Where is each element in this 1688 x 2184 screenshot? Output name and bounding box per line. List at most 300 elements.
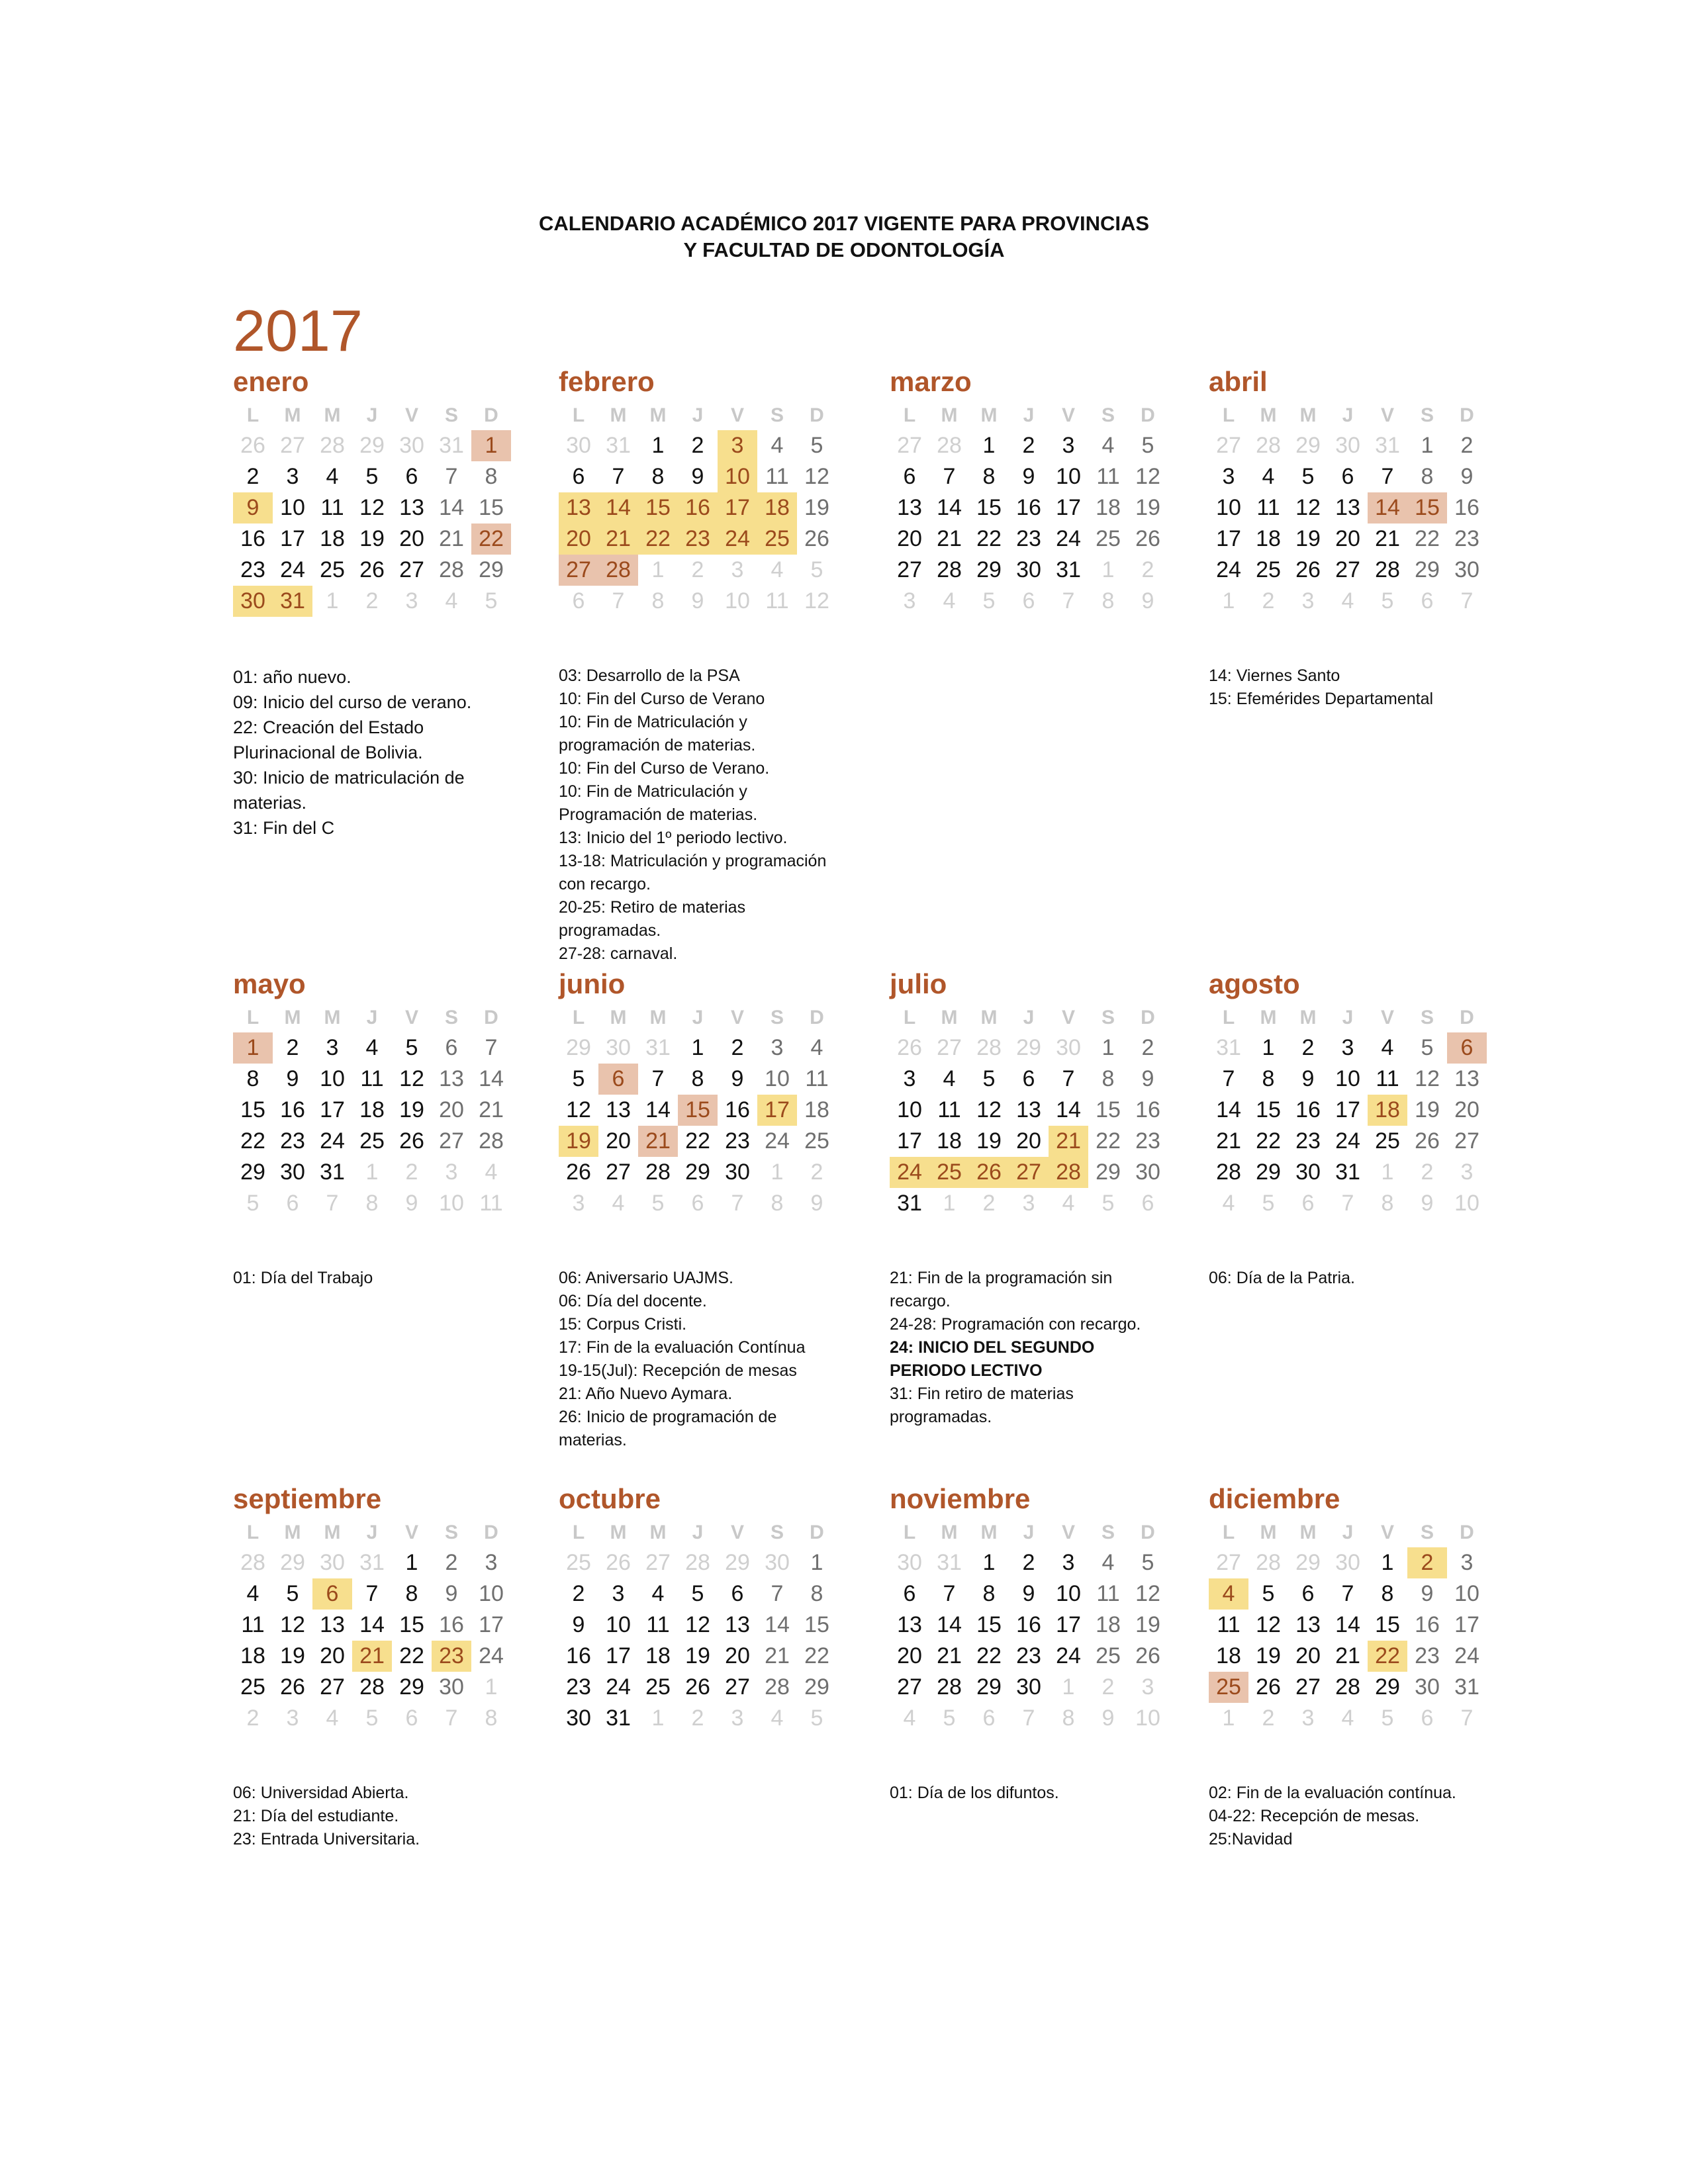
day-cell: 2	[731, 1035, 744, 1060]
day-cell: 28	[1335, 1674, 1360, 1700]
day-cell: 19	[976, 1128, 1002, 1154]
day-cell: 28	[439, 557, 464, 582]
note-line: 25:Navidad	[1209, 1830, 1293, 1848]
day-cell: 6	[731, 1581, 744, 1606]
day-cell: 10	[897, 1097, 922, 1122]
day-cell: 9	[1022, 1581, 1035, 1606]
day-cell: 8	[691, 1066, 704, 1091]
day-cell-next-month: 11	[765, 588, 789, 614]
month-grid	[559, 401, 863, 617]
day-cell: 14	[1056, 1097, 1081, 1122]
day-cell-prev-month: 31	[645, 1035, 671, 1060]
day-cell: 23	[1415, 1643, 1440, 1668]
day-cell: 12	[1256, 1612, 1281, 1637]
day-cell-next-month: 3	[903, 588, 916, 614]
weekday-header: D	[810, 1007, 824, 1028]
title-line-1: CALENDARIO ACADÉMICO 2017 VIGENTE PARA PROVINCIAS	[538, 212, 1150, 235]
weekday-header: J	[692, 1522, 704, 1543]
weekday-header: V	[730, 1007, 744, 1028]
day-cell: 4	[943, 1066, 956, 1091]
month-name: marzo	[890, 366, 972, 397]
day-cell: 11	[1376, 1066, 1399, 1091]
day-cell: 11	[1217, 1612, 1241, 1637]
day-cell-highlighted: 17	[757, 1095, 797, 1126]
day-cell-next-month: 10	[439, 1191, 464, 1216]
day-cell: 9	[445, 1581, 458, 1606]
day-cell: 17	[1056, 495, 1081, 520]
day-cell-next-month: 2	[405, 1160, 418, 1185]
month-notes	[559, 1267, 863, 1452]
day-cell: 16	[240, 526, 265, 551]
day-cell: 7	[445, 464, 458, 489]
day-cell: 1	[1381, 1550, 1394, 1575]
day-cell: 19	[1415, 1097, 1440, 1122]
day-cell: 15	[399, 1612, 424, 1637]
day-cell-prev-month: 28	[685, 1550, 710, 1575]
day-cell-highlighted: 25	[1209, 1672, 1248, 1703]
day-cell-next-month: 8	[1381, 1191, 1394, 1216]
day-cell: 10	[320, 1066, 345, 1091]
day-cell-next-month: 4	[485, 1160, 498, 1185]
month-name: febrero	[559, 366, 655, 397]
day-cell: 7	[365, 1581, 379, 1606]
day-cell: 4	[1262, 464, 1275, 489]
day-cell: 12	[1415, 1066, 1440, 1091]
day-cell: 8	[1262, 1066, 1275, 1091]
day-cell: 30	[1454, 557, 1479, 582]
weekday-header: S	[770, 1522, 784, 1543]
day-cell-next-month: 5	[651, 1191, 665, 1216]
note-line: 10: Fin del Curso de Verano.	[559, 759, 770, 778]
day-cell-next-month: 1	[1102, 557, 1115, 582]
weekday-header: L	[246, 1522, 259, 1543]
day-cell: 2	[572, 1581, 585, 1606]
weekday-header: S	[1101, 404, 1115, 426]
day-cell: 21	[439, 526, 464, 551]
day-cell: 19	[1256, 1643, 1281, 1668]
day-cell: 21	[937, 1643, 962, 1668]
weekday-header: D	[810, 404, 824, 426]
day-cell: 7	[1341, 1581, 1354, 1606]
day-cell: 11	[320, 495, 344, 520]
day-cell-highlighted: 6	[1447, 1032, 1487, 1064]
day-cell-next-month: 8	[1062, 1706, 1075, 1731]
day-cell-next-month: 3	[1022, 1191, 1035, 1216]
day-cell-highlighted: 31	[273, 586, 312, 617]
day-cell: 28	[937, 557, 962, 582]
day-cell: 31	[897, 1191, 922, 1216]
note-line: 01: año nuevo.	[233, 667, 352, 687]
day-cell-next-month: 2	[1421, 1160, 1434, 1185]
month-marzo	[890, 363, 1194, 664]
note-line: 24-28: Programación con recargo.	[890, 1315, 1141, 1334]
day-cell-prev-month: 30	[1056, 1035, 1081, 1060]
day-cell-prev-month: 29	[280, 1550, 305, 1575]
day-cell-highlighted: 23	[432, 1641, 471, 1672]
day-cell-prev-month: 28	[976, 1035, 1002, 1060]
day-cell: 12	[1135, 464, 1160, 489]
day-cell-next-month: 5	[810, 557, 823, 582]
weekday-header: M	[284, 404, 301, 426]
day-cell: 23	[1135, 1128, 1160, 1154]
day-cell: 22	[685, 1128, 710, 1154]
day-cell-next-month: 3	[731, 1706, 744, 1731]
day-cell: 8	[1381, 1581, 1394, 1606]
month-notes	[1209, 1782, 1513, 1851]
day-cell: 12	[359, 495, 385, 520]
day-cell-highlighted: 15	[678, 1095, 718, 1126]
weekday-header: S	[770, 404, 784, 426]
day-cell-prev-month: 30	[1335, 433, 1360, 458]
day-cell-next-month: 2	[810, 1160, 823, 1185]
day-cell: 3	[1062, 1550, 1075, 1575]
day-cell-prev-month: 31	[359, 1550, 385, 1575]
day-cell-prev-month: 30	[606, 1035, 631, 1060]
day-cell-next-month: 5	[365, 1706, 379, 1731]
day-cell: 6	[572, 464, 585, 489]
day-cell: 5	[1141, 1550, 1154, 1575]
weekday-header: S	[1101, 1522, 1115, 1543]
day-cell-next-month: 6	[572, 588, 585, 614]
note-line: 06: Día del docente.	[559, 1292, 707, 1310]
day-cell: 14	[359, 1612, 385, 1637]
day-cell-prev-month: 29	[1016, 1035, 1041, 1060]
day-cell: 19	[804, 495, 829, 520]
day-cell: 16	[439, 1612, 464, 1637]
day-cell: 11	[1096, 1581, 1120, 1606]
month-name: mayo	[233, 968, 306, 999]
day-cell: 7	[1222, 1066, 1235, 1091]
day-cell-next-month: 7	[326, 1191, 339, 1216]
day-cell: 9	[1301, 1066, 1315, 1091]
day-cell: 15	[240, 1097, 265, 1122]
day-cell-highlighted: 22	[1368, 1641, 1407, 1672]
day-cell: 8	[485, 464, 498, 489]
weekday-header: S	[1101, 1007, 1115, 1028]
day-cell: 13	[1454, 1066, 1479, 1091]
day-cell-highlighted: 28	[598, 555, 638, 586]
weekday-header: L	[1222, 1007, 1235, 1028]
day-cell: 3	[1222, 464, 1235, 489]
month-diciembre	[1209, 1480, 1513, 1851]
day-cell-next-month: 5	[982, 588, 996, 614]
weekday-header: M	[324, 1007, 341, 1028]
day-cell: 5	[286, 1581, 299, 1606]
day-cell-prev-month: 27	[1216, 1550, 1241, 1575]
day-cell-next-month: 6	[1141, 1191, 1154, 1216]
note-line: 21: Año Nuevo Aymara.	[559, 1385, 733, 1403]
day-cell: 27	[725, 1674, 750, 1700]
month-septiembre	[233, 1480, 538, 1851]
day-cell-highlighted: 14	[1368, 492, 1407, 523]
day-cell: 10	[765, 1066, 790, 1091]
day-cell-next-month: 4	[445, 588, 458, 614]
day-cell: 13	[320, 1612, 345, 1637]
day-cell: 8	[982, 1581, 996, 1606]
weekday-header: L	[572, 404, 585, 426]
day-cell: 4	[326, 464, 339, 489]
day-cell: 29	[976, 557, 1002, 582]
note-line: programadas.	[559, 921, 661, 940]
day-cell: 15	[1256, 1097, 1281, 1122]
day-cell-prev-month: 30	[399, 433, 424, 458]
day-cell: 8	[1102, 1066, 1115, 1091]
day-cell: 12	[976, 1097, 1002, 1122]
day-cell: 26	[804, 526, 829, 551]
day-cell-prev-month: 30	[320, 1550, 345, 1575]
day-cell-next-month: 5	[485, 588, 498, 614]
weekday-header: M	[941, 404, 958, 426]
day-cell: 14	[937, 1612, 962, 1637]
month-grid	[233, 401, 538, 617]
weekday-header: M	[980, 1522, 998, 1543]
day-cell: 21	[765, 1643, 790, 1668]
day-cell: 17	[606, 1643, 631, 1668]
day-cell: 29	[1375, 1674, 1400, 1700]
day-cell: 7	[1381, 464, 1394, 489]
month-name: junio	[559, 968, 626, 999]
weekday-header: D	[1141, 1007, 1155, 1028]
day-cell: 31	[320, 1160, 345, 1185]
month-octubre	[559, 1480, 863, 1782]
day-cell: 8	[651, 464, 665, 489]
day-cell: 3	[612, 1581, 625, 1606]
weekday-header: S	[770, 1007, 784, 1028]
month-name: julio	[890, 968, 947, 999]
day-cell-prev-month: 31	[937, 1550, 962, 1575]
day-cell: 13	[399, 495, 424, 520]
day-cell-next-month: 9	[810, 1191, 823, 1216]
day-cell: 22	[1096, 1128, 1121, 1154]
weekday-header: S	[1420, 1007, 1434, 1028]
day-cell-next-month: 5	[1262, 1191, 1275, 1216]
weekday-header: D	[1460, 1522, 1474, 1543]
day-cell-prev-month: 29	[1295, 433, 1321, 458]
day-cell: 9	[572, 1612, 585, 1637]
day-cell: 30	[1135, 1160, 1160, 1185]
day-cell-next-month: 8	[771, 1191, 784, 1216]
day-cell: 24	[1335, 1128, 1360, 1154]
day-cell: 19	[1135, 1612, 1160, 1637]
day-cell: 23	[1454, 526, 1479, 551]
day-cell: 20	[439, 1097, 464, 1122]
day-cell: 30	[439, 1674, 464, 1700]
day-cell: 27	[897, 557, 922, 582]
day-cell: 31	[1454, 1674, 1479, 1700]
month-grid	[890, 401, 1194, 617]
weekday-header: V	[730, 1522, 744, 1543]
day-cell: 5	[1421, 1035, 1434, 1060]
day-cell: 28	[765, 1674, 790, 1700]
day-cell: 6	[903, 464, 916, 489]
weekday-header: V	[404, 404, 418, 426]
weekday-header: J	[1023, 1007, 1035, 1028]
day-cell: 21	[479, 1097, 504, 1122]
day-cell: 15	[1375, 1612, 1400, 1637]
note-line: 01: Día del Trabajo	[233, 1269, 373, 1287]
day-cell: 18	[240, 1643, 265, 1668]
day-cell: 15	[479, 495, 504, 520]
day-cell-next-month: 5	[1102, 1191, 1115, 1216]
day-cell-highlighted: 4	[1209, 1578, 1248, 1610]
day-cell: 11	[805, 1066, 829, 1091]
weekday-header: D	[484, 404, 498, 426]
day-cell: 26	[399, 1128, 424, 1154]
day-cell: 26	[566, 1160, 591, 1185]
month-abril	[1209, 363, 1513, 711]
day-cell: 1	[691, 1035, 704, 1060]
day-cell: 29	[804, 1674, 829, 1700]
day-cell-next-month: 4	[771, 557, 784, 582]
day-cell-next-month: 2	[1262, 1706, 1275, 1731]
day-cell: 1	[1421, 433, 1434, 458]
day-cell-next-month: 5	[1381, 1706, 1394, 1731]
day-cell: 17	[320, 1097, 345, 1122]
day-cell: 27	[606, 1160, 631, 1185]
day-cell: 4	[1102, 433, 1115, 458]
day-cell-next-month: 9	[691, 588, 704, 614]
weekday-header: D	[1460, 1007, 1474, 1028]
day-cell: 11	[241, 1612, 265, 1637]
day-cell: 19	[1295, 526, 1321, 551]
day-cell: 1	[1262, 1035, 1275, 1060]
note-line: 06: Día de la Patria.	[1209, 1269, 1355, 1287]
day-cell: 18	[937, 1128, 962, 1154]
day-cell-next-month: 7	[612, 588, 625, 614]
day-cell-prev-month: 27	[280, 433, 305, 458]
weekday-header: M	[980, 1007, 998, 1028]
day-cell-highlighted: 23	[678, 523, 718, 555]
day-cell: 30	[1295, 1160, 1321, 1185]
day-cell: 23	[240, 557, 265, 582]
day-cell-next-month: 6	[405, 1706, 418, 1731]
note-line: 27-28: carnaval.	[559, 944, 678, 963]
weekday-header: V	[404, 1522, 418, 1543]
day-cell: 24	[280, 557, 305, 582]
month-name: diciembre	[1209, 1483, 1340, 1514]
day-cell-next-month: 3	[1460, 1160, 1474, 1185]
day-cell-next-month: 2	[691, 1706, 704, 1731]
day-cell-next-month: 6	[286, 1191, 299, 1216]
weekday-header: J	[692, 404, 704, 426]
day-cell: 7	[943, 464, 956, 489]
day-cell-next-month: 11	[479, 1191, 503, 1216]
day-cell: 2	[286, 1035, 299, 1060]
weekday-header: L	[903, 404, 916, 426]
day-cell-highlighted: 3	[718, 430, 757, 461]
day-cell: 9	[691, 464, 704, 489]
day-cell: 30	[1415, 1674, 1440, 1700]
month-noviembre	[890, 1480, 1194, 1805]
day-cell: 7	[485, 1035, 498, 1060]
day-cell-next-month: 2	[1141, 557, 1154, 582]
day-cell: 4	[365, 1035, 379, 1060]
day-cell: 6	[903, 1581, 916, 1606]
month-grid	[890, 1518, 1194, 1734]
day-cell: 20	[897, 526, 922, 551]
day-cell-next-month: 4	[1341, 588, 1354, 614]
day-cell: 24	[606, 1674, 631, 1700]
weekday-header: J	[1342, 404, 1354, 426]
day-cell: 13	[897, 495, 922, 520]
day-cell: 21	[1216, 1128, 1241, 1154]
day-cell-next-month: 3	[445, 1160, 458, 1185]
day-cell: 11	[937, 1097, 961, 1122]
note-line: 13: Inicio del 1º periodo lectivo.	[559, 829, 788, 847]
day-cell: 10	[479, 1581, 504, 1606]
day-cell: 23	[566, 1674, 591, 1700]
weekday-header: M	[1260, 1522, 1277, 1543]
day-cell-highlighted: 26	[969, 1157, 1009, 1188]
month-notes	[1209, 664, 1513, 711]
day-cell: 24	[1216, 557, 1241, 582]
month-name: noviembre	[890, 1483, 1031, 1514]
day-cell: 11	[765, 464, 789, 489]
day-cell-highlighted: 24	[718, 523, 757, 555]
note-line: PERIODO LECTIVO	[890, 1361, 1043, 1380]
weekday-header: M	[1299, 404, 1317, 426]
note-line: con recargo.	[559, 875, 651, 893]
day-cell-prev-month: 31	[1375, 433, 1400, 458]
month-grid	[1209, 1518, 1513, 1734]
day-cell: 31	[1335, 1160, 1360, 1185]
day-cell: 2	[1141, 1035, 1154, 1060]
day-cell: 27	[320, 1674, 345, 1700]
day-cell: 14	[1216, 1097, 1241, 1122]
note-line: Plurinacional de Bolivia.	[233, 743, 423, 762]
day-cell: 18	[1256, 526, 1281, 551]
weekday-header: M	[980, 404, 998, 426]
note-line: 15: Corpus Cristi.	[559, 1315, 687, 1334]
day-cell: 16	[1295, 1097, 1321, 1122]
day-cell: 23	[280, 1128, 305, 1154]
month-notes	[233, 1267, 538, 1290]
title-line-2: Y FACULTAD DE ODONTOLOGÍA	[683, 238, 1005, 261]
day-cell-next-month: 5	[943, 1706, 956, 1731]
day-cell: 18	[645, 1643, 671, 1668]
day-cell-prev-month: 28	[320, 433, 345, 458]
day-cell-next-month: 1	[943, 1191, 956, 1216]
day-cell-next-month: 3	[286, 1706, 299, 1731]
day-cell: 9	[1460, 464, 1474, 489]
weekday-header: M	[324, 1522, 341, 1543]
day-cell: 8	[1421, 464, 1434, 489]
weekday-header: J	[366, 1522, 378, 1543]
day-cell: 29	[1096, 1160, 1121, 1185]
weekday-header: M	[941, 1007, 958, 1028]
day-cell: 25	[320, 557, 345, 582]
month-grid	[559, 1003, 863, 1219]
day-cell-prev-month: 25	[566, 1550, 591, 1575]
day-cell: 2	[1301, 1035, 1315, 1060]
day-cell: 8	[246, 1066, 259, 1091]
day-cell: 12	[399, 1066, 424, 1091]
day-cell-next-month: 4	[1341, 1706, 1354, 1731]
day-cell: 3	[1062, 433, 1075, 458]
weekday-header: S	[444, 1522, 458, 1543]
day-cell-highlighted: 20	[559, 523, 598, 555]
day-cell-prev-month: 29	[1295, 1550, 1321, 1575]
weekday-header: J	[366, 1007, 378, 1028]
day-cell-next-month: 1	[1222, 1706, 1235, 1731]
day-cell: 18	[804, 1097, 829, 1122]
month-grid	[233, 1003, 538, 1219]
day-cell: 4	[810, 1035, 823, 1060]
weekday-header: V	[1380, 404, 1394, 426]
day-cell: 14	[937, 495, 962, 520]
day-cell: 16	[1135, 1097, 1160, 1122]
weekday-header: D	[1141, 1522, 1155, 1543]
